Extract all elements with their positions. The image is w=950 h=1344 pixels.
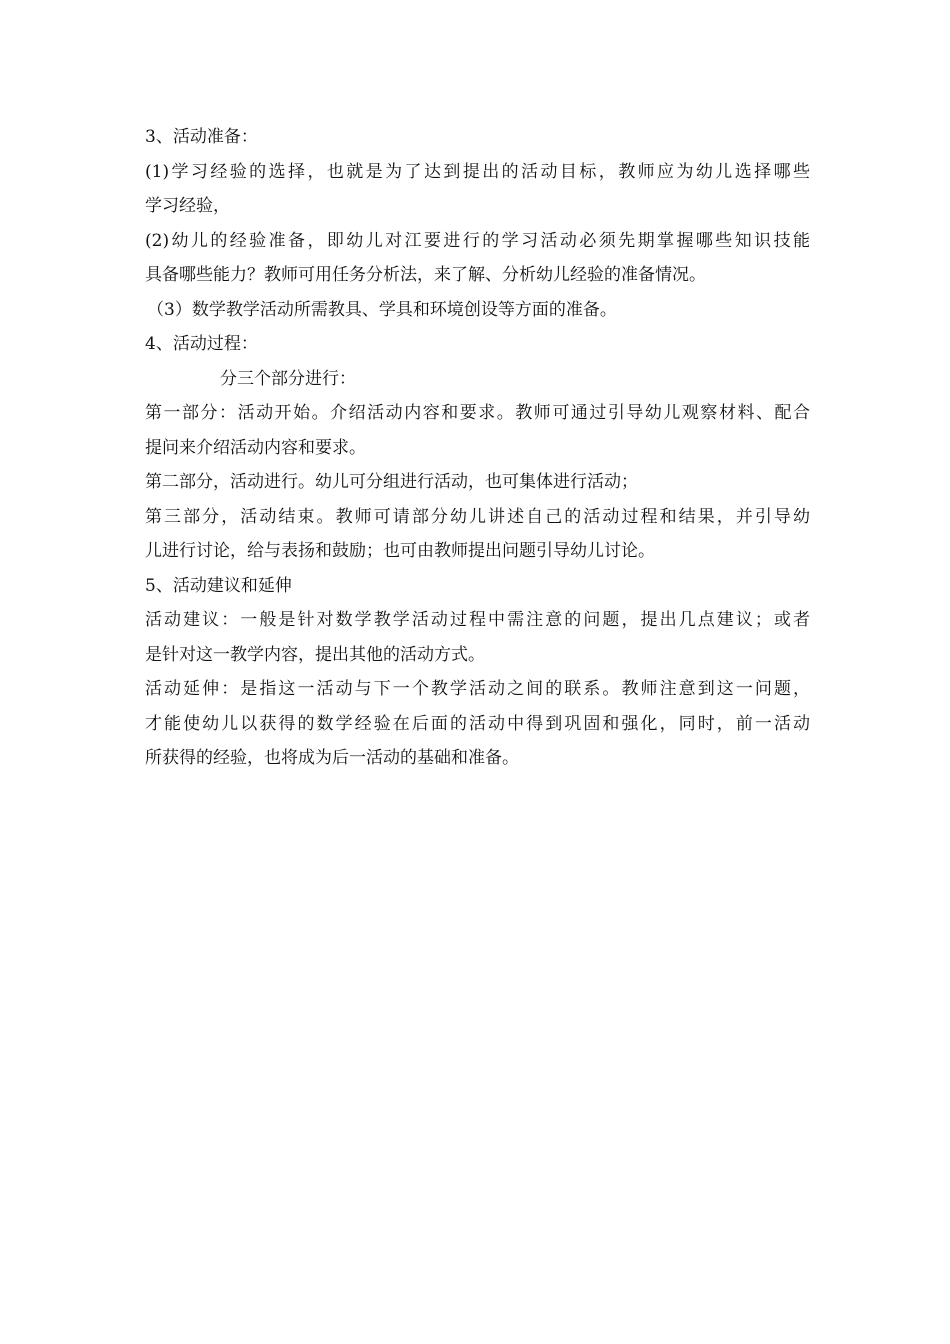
paragraph-line: 儿进行讨论，给与表扬和鼓励；也可由教师提出问题引导幼儿讨论。 xyxy=(145,541,655,561)
paragraph-line: 活动延伸：是指这一活动与下一个教学活动之间的联系。教师注意到这一问题， xyxy=(145,679,810,699)
paragraph-line: 分三个部分进行： xyxy=(220,368,356,389)
paragraph-line: 第三部分，活动结束。教师可请部分幼儿讲述自己的活动过程和结果，并引导幼 xyxy=(145,506,810,527)
paragraph-line: （3）数学教学活动所需教具、学具和环境创设等方面的准备。 xyxy=(147,299,617,320)
paragraph-line: 提问来介绍活动内容和要求。 xyxy=(145,437,366,458)
paragraph-line: 是针对这一教学内容，提出其他的活动方式。 xyxy=(145,644,485,665)
paragraph-line: 第一部分：活动开始。介绍活动内容和要求。教师可通过引导幼儿观察材料、配合 xyxy=(145,403,810,423)
paragraph-line: (1)学习经验的选择，也就是为了达到提出的活动目标，教师应为幼儿选择哪些 xyxy=(145,161,810,182)
document-body xyxy=(145,120,810,776)
paragraph-line: (2)幼儿的经验准备，即幼儿对江要进行的学习活动必须先期掌握哪些知识技能 xyxy=(145,230,810,251)
section-heading-activity-process: 4、活动过程： xyxy=(145,334,258,354)
section-heading-activity-preparation: 3、活动准备： xyxy=(145,127,258,147)
paragraph-line: 所获得的经验，也将成为后一活动的基础和准备。 xyxy=(145,748,519,768)
section-heading-activity-suggestions: 5、活动建议和延伸 xyxy=(145,575,292,596)
paragraph-line: 第二部分，活动进行。幼儿可分组进行活动，也可集体进行活动； xyxy=(145,472,638,492)
paragraph-line: 才能使幼儿以获得的数学经验在后面的活动中得到巩固和强化，同时，前一活动 xyxy=(145,713,810,734)
paragraph-line: 活动建议：一般是针对数学教学活动过程中需注意的问题，提出几点建议；或者 xyxy=(145,610,810,630)
paragraph-line: 学习经验， xyxy=(145,196,230,216)
paragraph-line: 具备哪些能力？教师可用任务分析法，来了解、分析幼儿经验的准备情况。 xyxy=(145,265,706,285)
